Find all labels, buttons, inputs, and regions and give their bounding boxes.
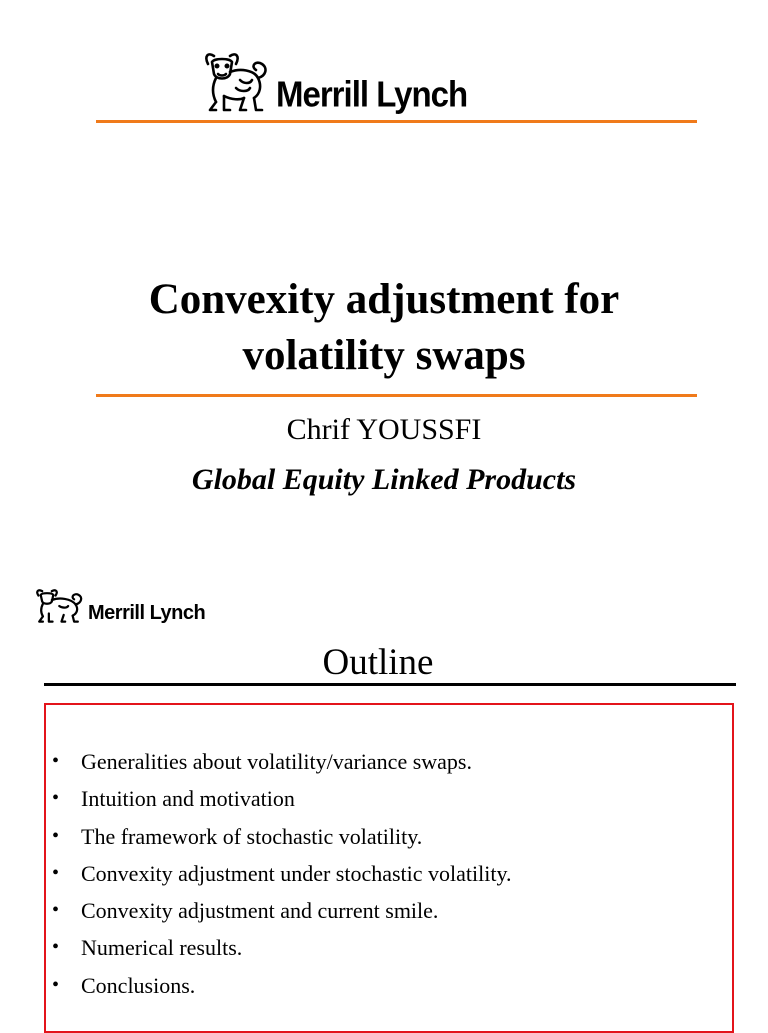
list-item-text: Numerical results. (81, 935, 243, 961)
outline-title: Outline (322, 642, 434, 683)
outline-list (52, 743, 512, 1004)
bullet-glyph: • (52, 750, 60, 772)
list-item (52, 743, 512, 780)
list-item (52, 855, 512, 892)
orange-divider-top (96, 120, 697, 123)
list-item-text: Intuition and motivation (81, 786, 295, 812)
brand-name-small: Merrill Lynch (88, 602, 206, 624)
list-item-text: Convexity adjustment under stochastic volatility. (81, 860, 512, 886)
merrill-lynch-logo (200, 50, 467, 114)
black-divider (44, 683, 736, 686)
list-item-text: The framework of stochastic volatility. (81, 823, 423, 849)
list-item-text: Convexity adjustment and current smile. (81, 898, 439, 924)
list-item-text: Conclusions. (81, 972, 196, 998)
list-item (52, 780, 512, 817)
bull-icon (200, 50, 270, 114)
orange-divider-middle (96, 394, 697, 397)
author-name: Chrif YOUSSFI (286, 413, 482, 446)
list-item (52, 929, 512, 966)
bullet-glyph: • (52, 824, 60, 847)
merrill-lynch-logo-small (34, 588, 205, 624)
list-item-text: Generalities about volatility/variance swaps. (81, 749, 472, 774)
title-line-2: volatility swaps (242, 332, 526, 379)
department-name: Global Equity Linked Products (191, 463, 577, 496)
bullet-glyph: • (52, 787, 60, 810)
bullet-glyph: • (52, 936, 60, 959)
list-item (52, 818, 512, 855)
bull-icon (34, 588, 86, 624)
title-line-1: Convexity adjustment for (148, 276, 620, 323)
list-item (52, 892, 512, 929)
list-item (52, 967, 512, 1004)
presentation-title (0, 272, 768, 384)
brand-name: Merrill Lynch (276, 73, 468, 115)
bullet-glyph: • (52, 899, 60, 922)
bullet-glyph: • (52, 861, 60, 884)
bullet-glyph: • (52, 973, 60, 996)
